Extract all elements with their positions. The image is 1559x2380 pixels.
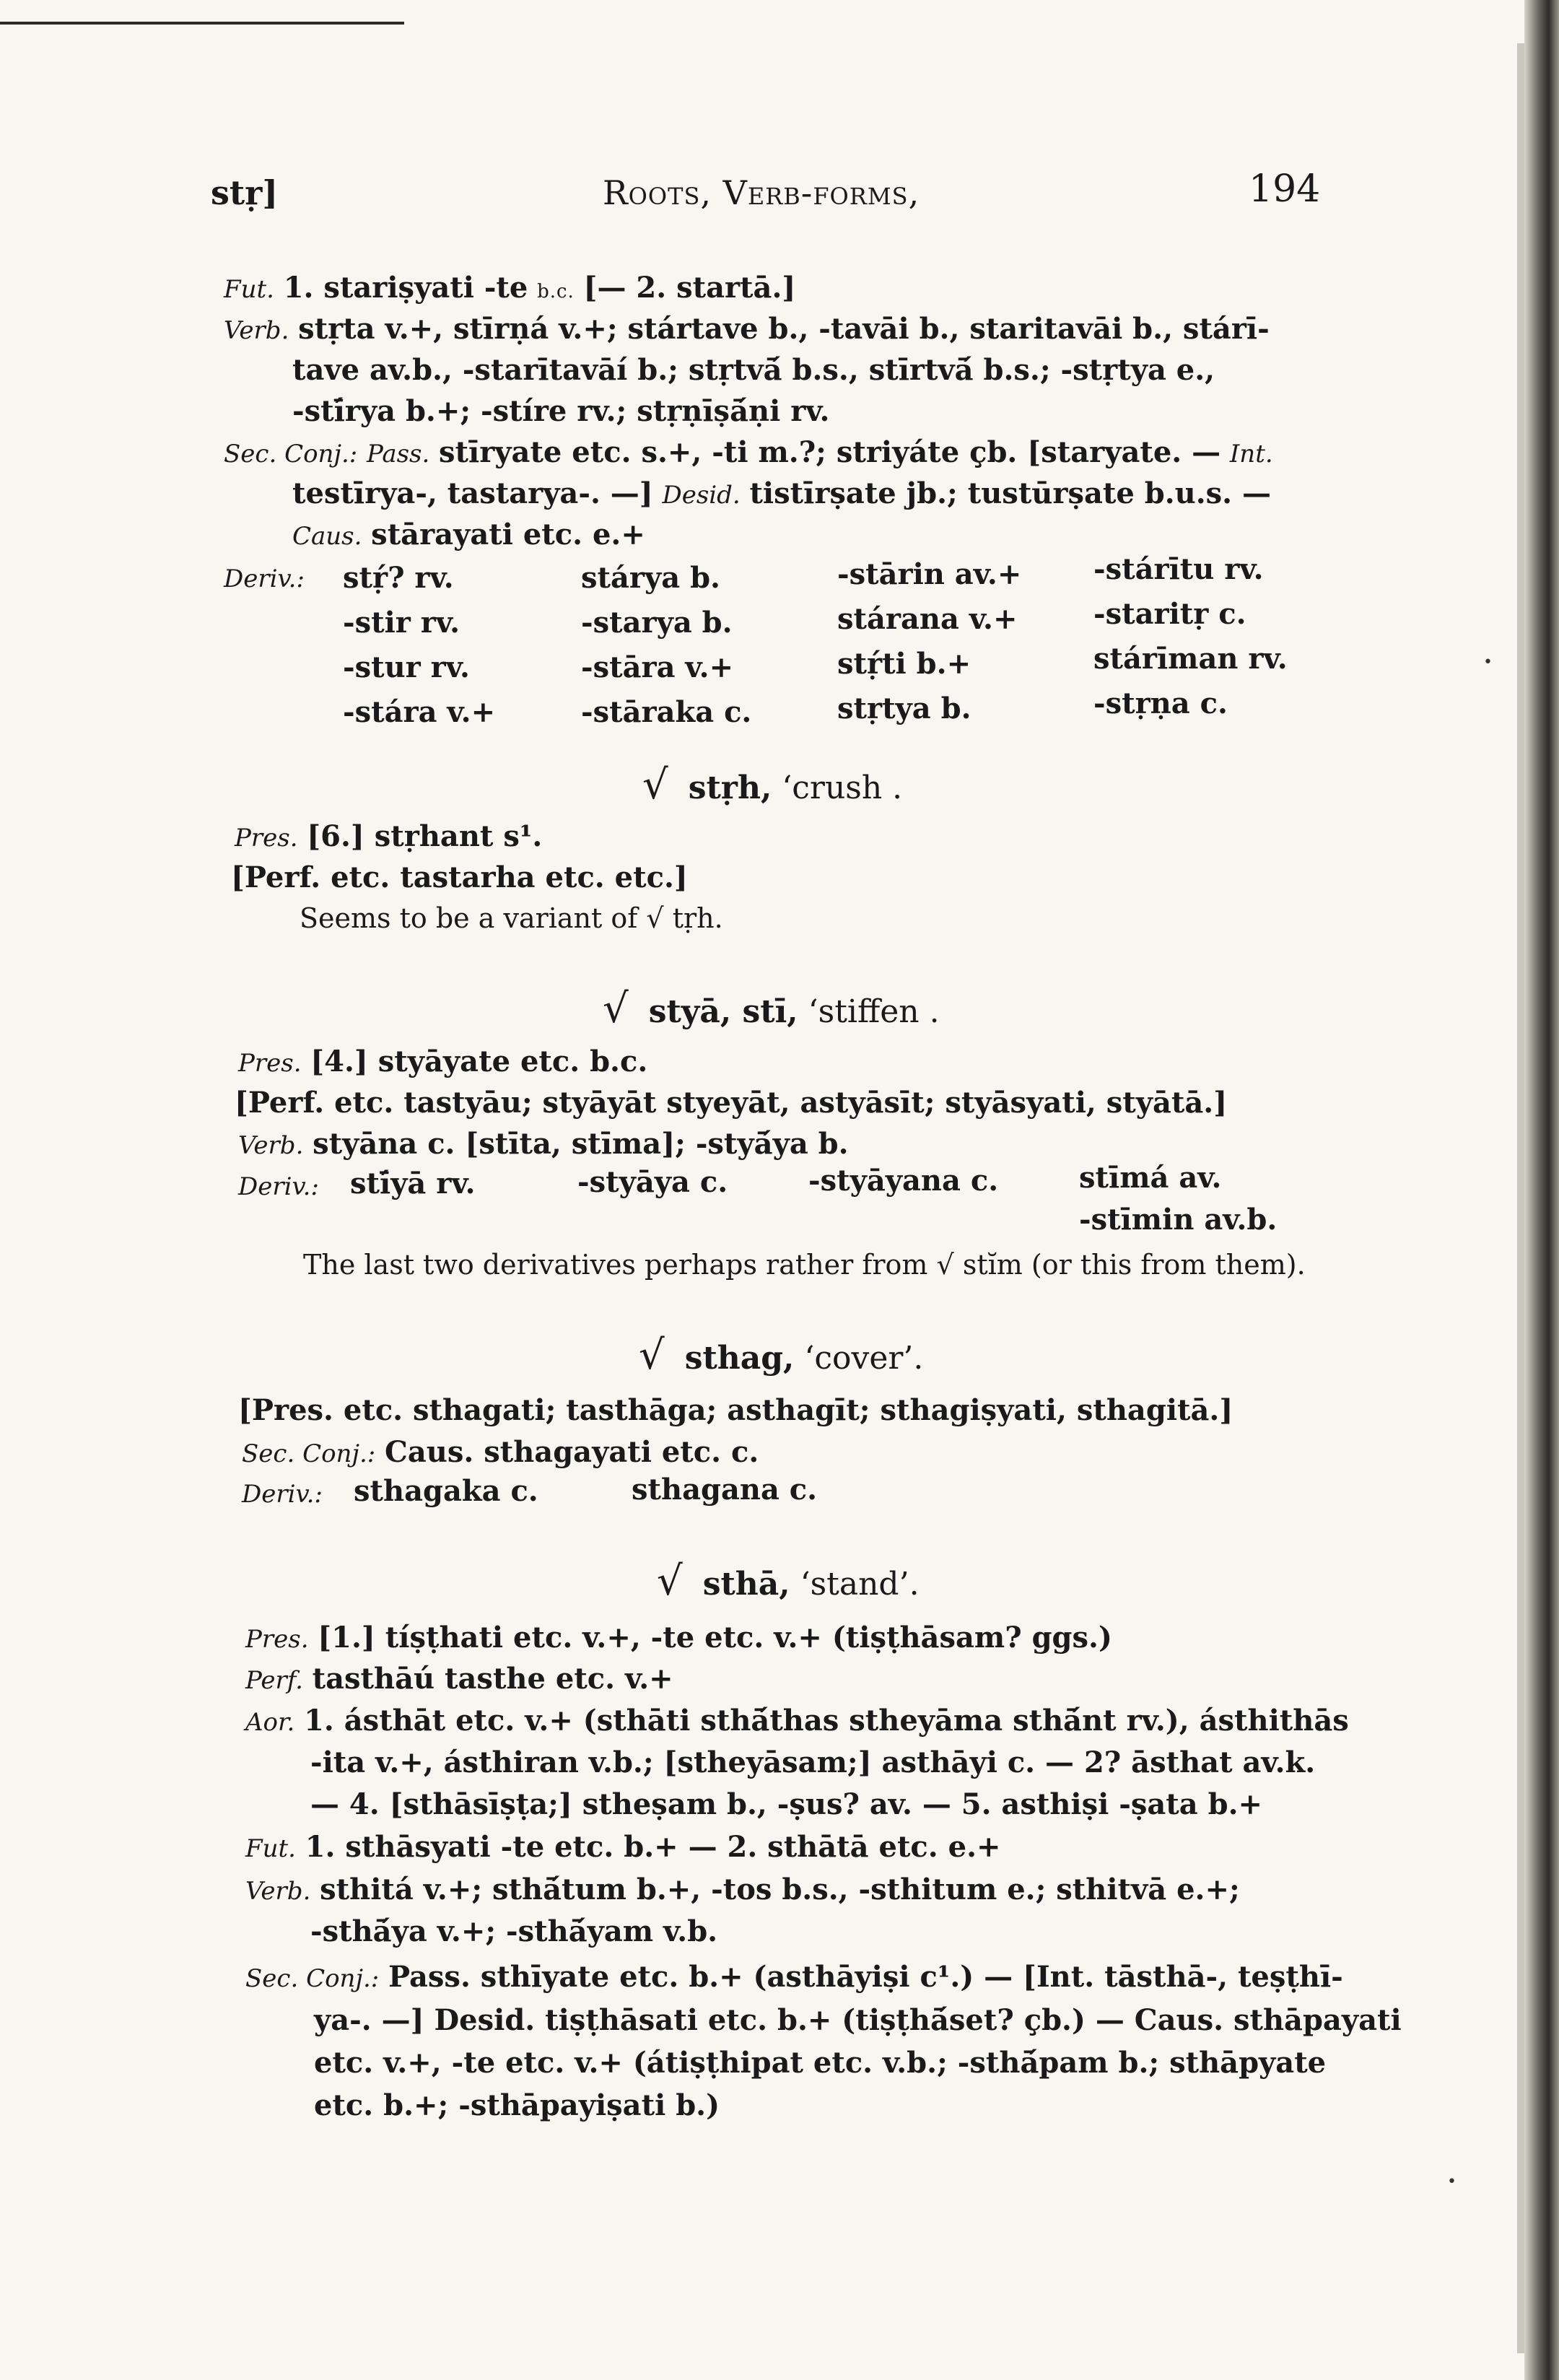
line-label: Aor. [245, 1708, 295, 1737]
line-label: Fut. [245, 1834, 296, 1863]
verb-line-1 [224, 312, 1270, 348]
deriv-label: Deriv.: [242, 1480, 323, 1509]
stha-line: etc. b.+; -sthāpayiṣati b.) [314, 2088, 720, 2122]
deriv-column-2 [581, 556, 751, 735]
stha-line [245, 1873, 1240, 1909]
pres-line [238, 1045, 647, 1081]
deriv-column-1 [343, 556, 495, 735]
entry-heading-strh [642, 762, 902, 808]
pres-label: Pres. [235, 824, 298, 853]
stha-line: -sthā́ya v.+; -sthā́yam v.b. [310, 1914, 718, 1948]
stha-line: ya-. —] Desid. tiṣṭhāsati etc. b.+ (tiṣṭhā́set? çb.) — Caus. sthāpayati [314, 2003, 1402, 2037]
caus-text: stārayati etc. e.+ [371, 518, 645, 552]
deriv-column-3 [837, 552, 1021, 731]
deriv-item: -staritṛ c. [1093, 597, 1246, 631]
deriv-label: Deriv.: [224, 565, 305, 593]
deriv-item: -stárītu rv. [1093, 552, 1264, 586]
line-label: Verb. [245, 1877, 311, 1906]
entry-root: sthā, [702, 1566, 790, 1603]
page-edge-shadow [1517, 43, 1524, 2353]
stha-line [245, 1960, 1343, 1996]
deriv-item: stṛ́? rv. [343, 561, 454, 595]
deriv-item: -stīmin av.b. [1079, 1203, 1278, 1237]
stha-line [245, 1621, 1112, 1657]
pres-text: [6.] stṛhant s¹. [307, 819, 543, 853]
book-binding-edge [1524, 0, 1559, 2380]
deriv-item: stárīman rv. [1093, 642, 1288, 676]
deriv-item: sthagaka c. [354, 1474, 538, 1508]
entry-root: stṛh, [688, 770, 772, 806]
sec-conj-text-2b: tistīrṣate jb.; tustūrṣate b.u.s. — [749, 476, 1272, 510]
entry-gloss: ‘cover’. [804, 1340, 924, 1377]
pres-line: [Pres. etc. sthagati; tasthāga; asthagīt; sthagiṣyati, sthagitā.] [238, 1393, 1233, 1427]
stha-line [245, 1704, 1349, 1740]
deriv-item: -stir rv. [343, 606, 460, 640]
entry-gloss: ‘crush . [782, 770, 903, 806]
line-text: [1.] tíṣṭhati etc. v.+, -te etc. v.+ (tiṣṭhāsam? ggs.) [318, 1621, 1112, 1655]
deriv-item: stṛtya b. [837, 692, 971, 725]
verb-line [238, 1127, 849, 1163]
sec-conj-line [242, 1435, 759, 1471]
pres-text: [4.] styāyate etc. b.c. [310, 1045, 648, 1078]
stha-line: — 4. [sthāsīṣṭa;] stheṣam b., -ṣus? av. — 5. asthiṣi -ṣata b.+ [310, 1787, 1263, 1821]
deriv-item: -stára v.+ [343, 695, 496, 729]
pres-label: Pres. [238, 1049, 302, 1078]
root-radical-icon: √ [639, 1332, 665, 1379]
root-radical-icon: √ [603, 985, 629, 1032]
deriv-item: stī́yā rv. [350, 1167, 476, 1200]
stha-line [245, 1662, 673, 1698]
sec-conj-text-1: stīryate etc. s.+, -ti m.?; striyáte çb. [staryate. — [439, 435, 1221, 469]
verb-label: Verb. [238, 1131, 304, 1160]
header-root: stṛ] [211, 173, 279, 212]
deriv-column-4 [1093, 547, 1288, 726]
desid-label: Desid. [662, 481, 741, 510]
sec-conj-text-2: testīrya-, tastarya-. —] [292, 476, 653, 510]
fut-line [224, 271, 795, 309]
margin-speck: • [1483, 653, 1493, 671]
deriv-item: stīmá av. [1079, 1161, 1222, 1195]
sec-conj-line-2 [292, 476, 1271, 513]
entry-heading-sthag [639, 1332, 923, 1379]
sec-conj-line-1 [224, 435, 1273, 471]
pass-label: Pass. [366, 440, 430, 468]
margin-speck: • [1447, 2173, 1457, 2191]
deriv-item: sthagana c. [632, 1473, 818, 1507]
deriv-item: stárana v.+ [837, 602, 1018, 636]
page-number: 194 [1249, 167, 1321, 211]
verb-line-3: -stī́rya b.+; -stíre rv.; stṛṇīṣā́ṇi rv. [292, 394, 830, 428]
entry-gloss: ‘stand’. [800, 1566, 920, 1603]
deriv-item: -stāraka c. [581, 695, 752, 729]
line-text: tasthāú tasthe etc. v.+ [312, 1662, 673, 1696]
line-text: Pass. sthīyate etc. b.+ (asthāyiṣi c¹.) — [Int. tāsthā-, teṣṭhī- [388, 1960, 1343, 1994]
line-text: 1. sthāsyati -te etc. b.+ — 2. sthātā etc. e.+ [305, 1830, 1001, 1864]
sec-conj-label: Sec. Conj.: [224, 440, 358, 468]
verb-text-1: stṛta v.+, stīrṇá v.+; stártave b., -tavāi b., staritavāi b., stárī- [298, 312, 1270, 346]
line-text: 1. ásthāt etc. v.+ (sthāti sthā́thas stheyāma sthā́nt rv.), ásthithās [304, 1704, 1349, 1738]
fut-source: b.c. [537, 281, 575, 302]
entry-gloss: ‘stiffen . [808, 993, 940, 1030]
verb-text: styāna c. [stīta, stīma]; -styā́ya b. [313, 1127, 849, 1161]
caus-line [292, 518, 645, 554]
header-title: Roots, Verb-forms, [603, 173, 920, 212]
line-label: Perf. [245, 1666, 303, 1695]
pres-line [235, 819, 542, 855]
entry-heading-stya [603, 985, 940, 1032]
line-label: Pres. [245, 1625, 309, 1654]
note-line: Seems to be a variant of √ tṛh. [300, 902, 723, 934]
verb-line-2: tave av.b., -starītavāí b.; stṛtvā́ b.s., stīrtvā́ b.s.; -stṛtya e., [292, 353, 1215, 387]
deriv-label: Deriv.: [238, 1172, 319, 1201]
fut-text: 1. stariṣyati -te [283, 271, 528, 305]
deriv-item: -styāyana c. [808, 1164, 999, 1198]
root-radical-icon: √ [657, 1558, 683, 1605]
deriv-item: -styāya c. [577, 1165, 728, 1199]
sec-conj-label: Sec. Conj.: [242, 1439, 376, 1468]
entry-heading-stha [657, 1558, 920, 1605]
top-rule [0, 22, 404, 25]
verb-label: Verb. [224, 316, 289, 345]
deriv-item: -stur rv. [343, 650, 470, 684]
deriv-item: -stārin av.+ [837, 557, 1022, 591]
line-label: Sec. Conj.: [245, 1964, 380, 1993]
fut-label: Fut. [224, 275, 274, 304]
deriv-item: -starya b. [581, 606, 733, 640]
perf-line: [Perf. etc. tastyāu; styāyāt styeyāt, astyāsīt; styāsyati, styātā.] [235, 1086, 1228, 1120]
fut-rest: [— 2. startā.] [583, 271, 796, 305]
caus-label: Caus. [292, 522, 362, 551]
stha-line: etc. v.+, -te etc. v.+ (átiṣṭhipat etc. v.b.; -sthā́pam b.; sthāpyate [314, 2046, 1327, 2080]
perf-line: [Perf. etc. tastarha etc. etc.] [231, 860, 688, 894]
entry-root: styā, stī, [648, 993, 798, 1030]
sec-conj-text: Caus. sthagayati etc. c. [384, 1435, 759, 1469]
deriv-item: -stāra v.+ [581, 650, 734, 684]
int-label: Int. [1229, 440, 1273, 468]
deriv-item: stárya b. [581, 561, 720, 595]
stha-line: -ita v.+, ásthiran v.b.; [stheyāsam;] asthāyi c. — 2? āsthat av.k. [310, 1745, 1316, 1779]
stha-line [245, 1830, 1001, 1866]
root-radical-icon: √ [642, 762, 668, 808]
deriv-item: -stṛṇa c. [1093, 686, 1228, 720]
deriv-item: stṛ́ti b.+ [837, 647, 971, 681]
entry-root: sthag, [684, 1340, 795, 1377]
note-line: The last two derivatives perhaps rather from √ stĭm (or this from them). [303, 1249, 1306, 1281]
line-text: sthitá v.+; sthā́tum b.+, -tos b.s., -sthitum e.; sthitvā e.+; [320, 1873, 1240, 1906]
